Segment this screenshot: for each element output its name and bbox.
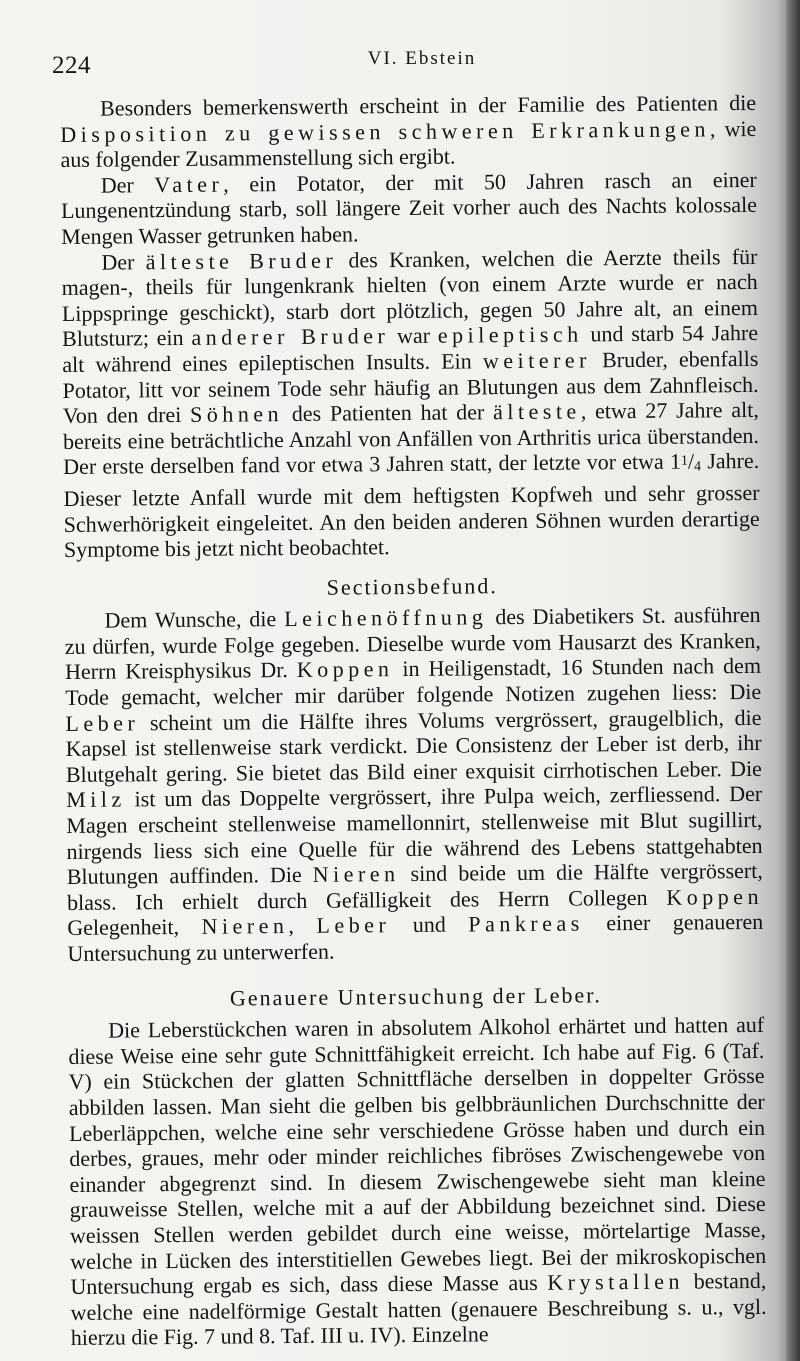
- text-run: Besonders bemerkenswerth erscheint in der Familie des Patienten die: [99, 89, 757, 121]
- text-run: ist um das Doppelte vergrössert, ihre Pulpa weich, zerfliessend. Der Magen erscheint stellenweise mamellonnirt, stellenweise mit Blut sugillirt, nirgends liess sich eine Quelle für die während des Lebens stattgehabten Blutungen auffinden. Die: [66, 781, 763, 890]
- page-header: [52, 44, 752, 80]
- text-run: des Kranken, welchen die Aerzte theils für magen-, theils für lungenkrank hielten (von einem Arzte wurde er nach Lippspringe geschickt), starb dort plötzlich, gegen 50 Jahre alt, an einem Blutsturz; ein: [61, 243, 758, 352]
- text-run: Dem Wunsche, die: [104, 606, 285, 633]
- spaced-emphasis: Leber: [316, 912, 391, 939]
- spaced-emphasis: Koppen: [666, 883, 764, 910]
- text-run: war: [389, 323, 438, 349]
- spaced-emphasis: Leichenöffnung: [284, 604, 488, 632]
- paragraph-autopsy: [64, 602, 763, 966]
- text-run: sind beide um die Hälfte vergrössert, blass. Ich erhielt durch Gefälligkeit des Herrn Collegen: [66, 858, 763, 915]
- fraction-slash: /: [687, 448, 695, 474]
- text-run: und starb 54 Jahre alt während eines epileptischen Insults. Ein: [62, 320, 759, 377]
- text-run: , etwa 27 Jahre alt, bereits eine beträchtliche Anzahl von Anfällen von Arthritis urica überstanden. Der erste derselben fand vor etwa 3 Jahren statt, der letzte vor etwa 1: [62, 397, 760, 480]
- spaced-emphasis: Milz: [66, 786, 126, 813]
- spaced-emphasis: älteste Bruder: [145, 247, 338, 274]
- paragraph-brothers-sons: [61, 243, 760, 562]
- spaced-emphasis: Vater: [154, 171, 224, 197]
- text-run: Jahre. Dieser letzte Anfall wurde mit dem heftigsten Kopfweh und sehr grosser Schwerhörigkeit eingeleitet. An den beiden anderen Söhnen wurden derartige Symptome bis jetzt nicht beobachtet.: [63, 448, 760, 563]
- spaced-emphasis: Nieren: [201, 913, 289, 940]
- text-run: Die Leberstückchen waren in absolutem Alkohol erhärtet und hatten auf diese Weise eine sehr gute Schnittfähigkeit erreicht. Ich habe auf Fig. 6 (Taf. V) ein Stückchen der glatten Schnittfläche derselben in doppelter Grösse abbilden lassen. Man sieht die gelben bis gelbbräunlichen Durchschnitte der Leberläppchen, welche eine sehr verschiedene Grösse haben und durch ein derbes, graues, mehr oder minder reichliches fibröses Zwischengewebe von einander abgegrenzt sind. In diesem Zwischengewebe sieht man kleine grauweisse Stellen, welche mit a auf der Abbildung bezeichnet sind. Diese weissen Stellen werden gebildet durch eine weisse, mörtelartige Masse, welche in Lücken des interstitiellen Gewebes liegt. Bei der mikroskopischen Untersuchung ergab es sich, dass diese Masse aus: [68, 1012, 767, 1300]
- spaced-emphasis: Leber: [65, 709, 140, 736]
- section-heading-liver-examination: Genauere Untersuchung der Leber.: [229, 981, 602, 1011]
- paragraph-family-disposition: [60, 90, 757, 173]
- text-run: in Heiligenstadt, 16 Stunden nach dem Tode gemacht, welcher mir darüber folgende Notizen zugehen liess: Die: [65, 653, 762, 711]
- spaced-emphasis: Disposition zu gewissen schweren Erkrankungen: [60, 115, 711, 147]
- text-run: des Diabetikers St. ausführen zu dürfen, wurde Folge gegeben. Dieselbe wurde vom Hausarzt des Kranken, Herrn Kreisphysikus Dr.: [64, 602, 761, 685]
- spaced-emphasis: Krystallen: [547, 1268, 685, 1295]
- text-run: Der: [101, 248, 146, 275]
- text-run: , wie aus folgender Zusammenstellung sich ergibt.: [60, 115, 757, 173]
- text-run: , ein Potator, der mit 50 Jahren rasch an einer Lungenentzündung starb, soll längere Zeit vorher auch des Nachts kolossale Mengen Wasser getrunken haben.: [60, 166, 758, 249]
- spaced-emphasis: Söhnen: [189, 401, 284, 428]
- section-heading-sectionsbefund: Sectionsbefund.: [326, 572, 498, 600]
- spaced-emphasis: Nieren: [312, 861, 400, 888]
- spaced-emphasis: älteste: [492, 398, 581, 425]
- spaced-emphasis: anderer Bruder: [191, 323, 390, 351]
- text-run: ,: [288, 913, 317, 939]
- text-run: Bruder, ebenfalls Potator, litt vor seinem Tode sehr häufig an Blutungen aus dem Zahnfleisch. Von den drei: [62, 345, 759, 429]
- text-run: des Patienten hat der: [282, 399, 494, 427]
- book-spine-shadow: [786, 0, 800, 1361]
- paragraph-father: [61, 167, 758, 250]
- paragraph-liver-examination: [68, 1012, 767, 1351]
- fraction-denominator: 4: [694, 459, 702, 475]
- fraction-numerator: 1: [680, 453, 689, 469]
- spaced-emphasis: weiterer: [482, 347, 592, 374]
- spaced-emphasis: epileptisch: [437, 321, 583, 349]
- spaced-emphasis: Koppen: [296, 656, 394, 683]
- text-run: Gelegenheit,: [67, 914, 202, 941]
- body-text: [60, 90, 767, 1351]
- text-run: bestand, welche eine nadelförmige Gestalt hatten (genauere Beschreibung s. u., vgl. hierzu die Fig. 7 und 8. Taf. III u. IV). Einzelne: [70, 1268, 767, 1351]
- page-number: 224: [52, 52, 91, 79]
- text-run: einer genaueren Untersuchung zu unterwerfen.: [67, 909, 764, 966]
- running-head: VI. Ebstein: [367, 48, 477, 69]
- spaced-emphasis: Pankreas: [468, 910, 584, 937]
- text-run: Der: [100, 171, 155, 198]
- text-run: und: [390, 911, 469, 938]
- text-run: scheint um die Hälfte ihres Volums vergrössert, graugelblich, die Kapsel ist stellenweise stark verdickt. Die Consistenz der Leber ist derb, ihr Blutgehalt gering. Sie bietet das Bild einer exquisit cirrhotischen Leber. Die: [65, 704, 763, 787]
